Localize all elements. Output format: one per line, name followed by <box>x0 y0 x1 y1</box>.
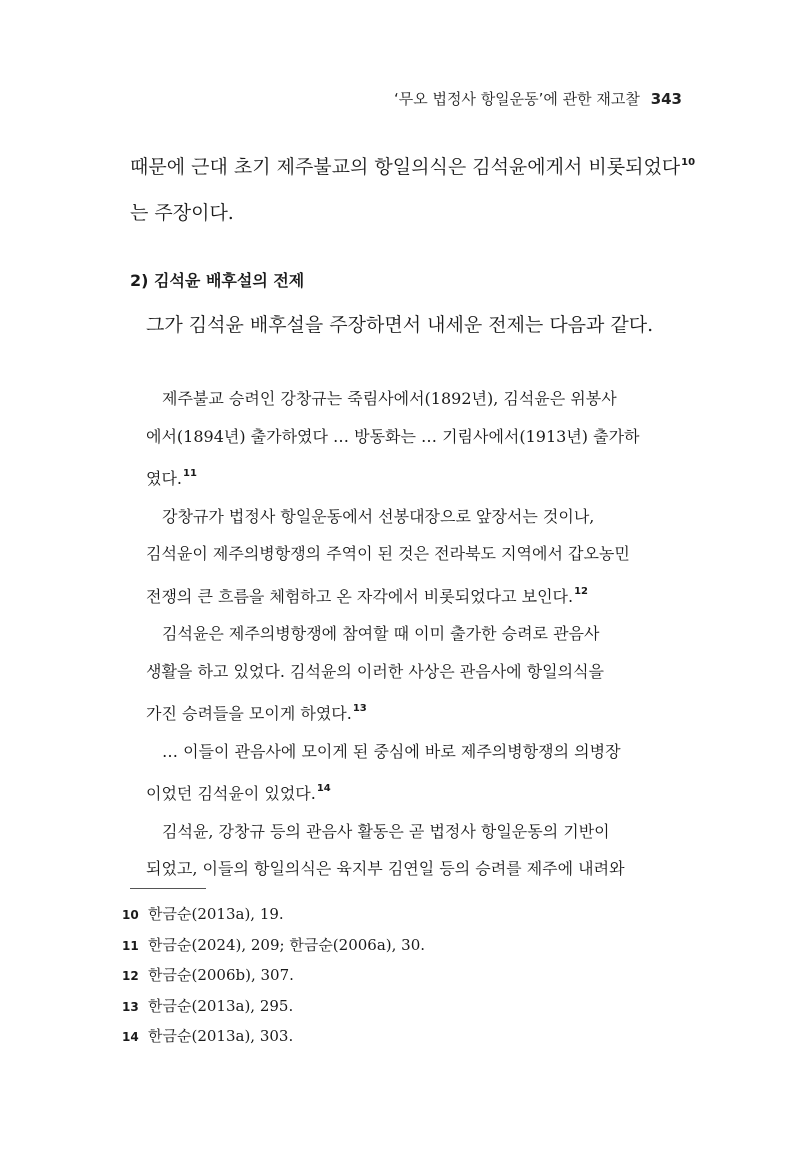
intro-paragraph <box>130 140 696 236</box>
quote-line: 제주불교 승려인 강창규는 죽림사에서(1892년), 김석윤은 위봉사 <box>162 389 617 408</box>
quote-line: 김석윤은 제주의병항쟁에 참여할 때 이미 출가한 승려로 관음사 <box>162 624 600 643</box>
footnote-text: 한금순(2013a), 303. <box>148 1027 294 1045</box>
footnote-text: 한금순(2013a), 295. <box>148 996 294 1015</box>
footnote-number: 10 <box>122 908 139 922</box>
quote-line: … 이들이 관음사에 모이게 된 중심에 바로 제주의병항쟁의 의병장 <box>162 741 621 761</box>
footnote-item <box>122 961 425 992</box>
footnote-number: 13 <box>122 999 139 1014</box>
quote-line: 에서(1894년) 출가하였다 … 방동화는 … 기림사에서(1913년) 출가하 <box>146 426 640 446</box>
block-quote <box>146 380 640 888</box>
footnote-text: 한금순(2013a), 19. <box>148 905 284 923</box>
footnote-item <box>122 931 425 962</box>
footnotes-list <box>122 900 425 1053</box>
quote-paragraph-3 <box>146 615 640 733</box>
footnote-item <box>122 992 425 1023</box>
footnote-number: 11 <box>122 938 139 953</box>
footnote-ref-11[interactable]: 11 <box>183 468 197 479</box>
quote-line: 되었고, 이들의 항일의식은 육지부 김연일 등의 승려를 제주에 내려와 <box>146 859 625 878</box>
running-header-title: ‘무오 법정사 항일운동’에 관한 재고찰 <box>393 90 640 108</box>
page-number: 343 <box>650 90 682 108</box>
quote-line: 전쟁의 큰 흐름을 체험하고 온 자각에서 비롯되었다고 보인다.$^{12}$ <box>146 585 589 606</box>
quote-paragraph-4 <box>146 733 640 813</box>
footnote-text: 한금순(2006b), 307. <box>148 966 294 984</box>
footnote-ref-13[interactable]: 13 <box>352 703 367 714</box>
quote-line: 강창규가 법정사 항일운동에서 선봉대장으로 앞장서는 것이나, <box>162 506 595 526</box>
quote-line: 김석윤이 제주의병항쟁의 주역이 된 것은 전라북도 지역에서 갑오농민 <box>146 544 630 563</box>
footnote-ref-14[interactable]: 14 <box>316 783 331 794</box>
footnote-item <box>122 900 425 931</box>
intro-line-1: 때문에 근대 초기 제주불교의 항일의식은 김석윤에게서 비롯되었다$^{10}$ <box>130 156 696 178</box>
premise-sentence: 그가 김석윤 배후설을 주장하면서 내세운 전제는 다음과 같다. <box>146 314 654 336</box>
footnote-number: 12 <box>122 969 139 983</box>
quote-paragraph-2 <box>146 498 640 616</box>
quote-line: 였다.$^{11}$ <box>146 468 197 488</box>
quote-line: 김석윤, 강창규 등의 관음사 활동은 곧 법정사 항일운동의 기반이 <box>162 821 610 841</box>
footnote-ref-12[interactable]: 12 <box>574 585 589 597</box>
running-header <box>394 88 682 109</box>
footnote-number: 14 <box>122 1030 139 1044</box>
footnote-divider <box>130 888 206 889</box>
quote-line: 생활을 하고 있었다. 김석윤의 이러한 사상은 관음사에 항일의식을 <box>146 661 605 681</box>
footnote-text: 한금순(2024), 209; 한금순(2006a), 30. <box>148 935 426 954</box>
quote-paragraph-5 <box>146 813 640 888</box>
quote-line: 이었던 김석윤이 있었다.$^{14}$ <box>146 783 331 803</box>
quote-paragraph-1 <box>146 380 640 498</box>
footnote-ref-10[interactable]: 10 <box>681 157 696 168</box>
section-heading: 2) 김석윤 배후설의 전제 <box>130 271 305 290</box>
footnote-item <box>122 1022 425 1053</box>
intro-line-2: 는 주장이다. <box>130 202 234 224</box>
quote-line: 가진 승려들을 모이게 하였다.$^{13}$ <box>146 703 367 723</box>
